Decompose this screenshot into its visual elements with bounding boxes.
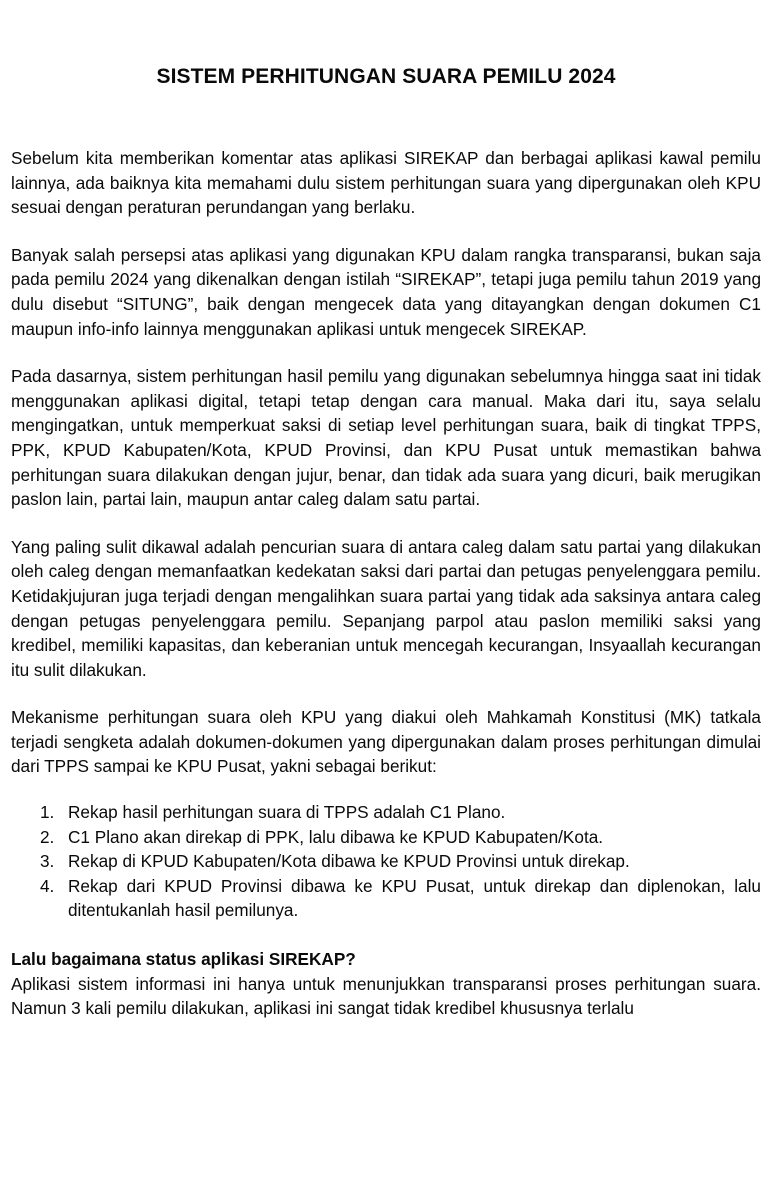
list-item-number: 3.: [40, 851, 55, 872]
list-item: [40, 800, 761, 825]
paragraph-vote-theft: Yang paling sulit dikawal adalah pencurian suara di antara caleg dalam satu partai yang dilakukan oleh caleg dengan memanfaatkan kedekatan saksi dari partai dan petugas penyelenggara pemilu. Ketidakjujuran juga terjadi dengan mengalihkan suara partai yang tidak ada saksinya antara caleg dengan petugas penyelenggara pemilu. Sepanjang parpol atau paslon memiliki saksi yang kredibel, memiliki kapasitas, dan keberanian untuk mencegah kecurangan, Insyaallah kecurangan itu sulit dilakukan.: [11, 536, 761, 680]
steps-list: [11, 800, 761, 923]
list-item-number: 4.: [40, 875, 55, 896]
section-heading: Lalu bagaimana status aplikasi SIREKAP?: [11, 949, 356, 970]
paragraph-manual-system: Pada dasarnya, sistem perhitungan hasil pemilu yang digunakan sebelumnya hingga saat ini tidak menggunakan aplikasi digital, tetapi tetap dengan cara manual. Maka dari itu, saya selalu mengingatkan, untuk memperkuat saksi di setiap level perhitungan suara, baik di tingkat TPPS, PPK, KPUD Kabupaten/Kota, KPUD Provinsi, dan KPU Pusat untuk memastikan bahwa perhitungan suara dilakukan dengan jujur, benar, dan tidak ada suara yang dicuri, baik merugikan paslon lain, partai lain, maupun antar caleg dalam satu partai.: [11, 366, 761, 510]
paragraph-intro: Sebelum kita memberikan komentar atas aplikasi SIREKAP dan berbagai aplikasi kawal pemilu lainnya, ada baiknya kita memahami dulu sistem perhitungan suara yang dipergunakan oleh KPU sesuai dengan peraturan perundangan yang berlaku.: [11, 148, 761, 218]
list-item-text: Rekap di KPUD Kabupaten/Kota dibawa ke KPUD Provinsi untuk direkap.: [68, 851, 630, 872]
list-item-text: C1 Plano akan direkap di PPK, lalu dibawa ke KPUD Kabupaten/Kota.: [68, 826, 604, 847]
paragraph-misperception: Banyak salah persepsi atas aplikasi yang digunakan KPU dalam rangka transparansi, bukan saja pada pemilu 2024 yang dikenalkan dengan istilah “SIREKAP”, tetapi juga pemilu tahun 2019 yang dulu disebut “SITUNG”, baik dengan mengecek data yang ditayangkan dengan dokumen C1 maupun info-info lainnya menggunakan aplikasi untuk mengecek SIREKAP.: [11, 244, 761, 339]
list-item-number: 2.: [40, 826, 55, 847]
list-item: [40, 825, 761, 850]
list-item: [40, 849, 761, 874]
paragraph-sirekap-status: Aplikasi sistem informasi ini hanya untuk menunjukkan transparansi proses perhitungan suara. Namun 3 kali pemilu dilakukan, aplikasi ini sangat tidak kredibel khususnya terlalu: [11, 973, 761, 1019]
list-item-text: Rekap dari KPUD Provinsi dibawa ke KPU Pusat, untuk direkap dan diplenokan, lalu ditentukanlah hasil pemilunya.: [68, 875, 761, 921]
list-item-number: 1.: [40, 802, 55, 823]
document-title: SISTEM PERHITUNGAN SUARA PEMILU 2024: [156, 65, 616, 88]
paragraph-mechanism: Mekanisme perhitungan suara oleh KPU yang diakui oleh Mahkamah Konstitusi (MK) tatkala terjadi sengketa adalah dokumen-dokumen yang dipergunakan dalam proses perhitungan dimulai dari TPPS sampai ke KPU Pusat, yakni sebagai berikut:: [11, 707, 761, 777]
list-item-text: Rekap hasil perhitungan suara di TPPS adalah C1 Plano.: [68, 802, 506, 823]
list-item: [40, 874, 761, 923]
